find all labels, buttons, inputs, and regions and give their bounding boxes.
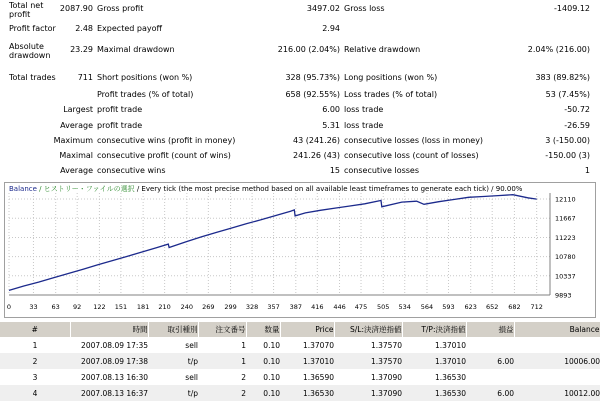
maximal-consec-loss-value: -150.00 (3): [545, 151, 590, 160]
max-consec-wins-value: 43 (241.26): [293, 136, 340, 145]
gross-profit-value: 3497.02: [306, 4, 340, 13]
trade-profit: [466, 369, 514, 385]
trade-sl: 1.37570: [370, 340, 402, 350]
maximum-label: Maximum: [53, 136, 93, 145]
x-tick-label: 682: [508, 303, 521, 311]
trade-order: 2: [198, 385, 246, 401]
total-net-profit-value: 2087.90: [59, 4, 93, 13]
trade-number: 4: [0, 385, 70, 401]
avg-consec-wins-value: 15: [329, 166, 340, 175]
average-loss-value: -26.59: [564, 121, 590, 130]
trades-header-row: [0, 322, 600, 337]
expected-payoff-label: Expected payoff: [97, 24, 162, 33]
y-tick-label: 11667: [555, 214, 576, 223]
trade-price: 1.37070: [302, 340, 334, 350]
y-tick-label: 10337: [555, 272, 576, 281]
average-profit-value: 5.31: [322, 121, 340, 130]
trade-type: t/p: [148, 385, 198, 401]
trade-tp: 1.36530: [434, 372, 466, 382]
maximal-label: Maximal: [59, 151, 93, 160]
total-trades-value: 711: [77, 73, 93, 82]
trade-type: t/p: [148, 353, 198, 369]
table-row[interactable]: [0, 385, 600, 401]
trade-volume: 0.10: [263, 340, 280, 350]
maximal-consec-loss-label: consecutive loss (count of losses): [344, 151, 479, 160]
total-net-profit-label: Total net profit: [9, 1, 44, 19]
profit-trades-value: 658 (92.55%): [285, 90, 340, 99]
trade-profit: 6.00: [466, 353, 514, 369]
x-tick-label: 387: [289, 303, 303, 311]
trade-balance: 10012.00: [514, 385, 600, 401]
expected-payoff-value: 2.94: [322, 24, 340, 33]
max-consec-wins-label: consecutive wins (profit in money): [97, 136, 236, 145]
trade-sl: 1.37090: [334, 385, 402, 401]
trade-balance: [514, 337, 600, 353]
trade-order: 2: [241, 372, 246, 382]
x-tick-label: 269: [202, 303, 215, 311]
trade-volume: 0.10: [263, 372, 280, 382]
relative-drawdown-value: 2.04% (216.00): [527, 45, 590, 54]
profit-factor-value: 2.48: [75, 24, 93, 33]
report-summary: [0, 0, 600, 183]
trade-profit: [466, 337, 514, 353]
header-type[interactable]: 取引種別: [148, 322, 198, 337]
maximal-drawdown-label: Maximal drawdown: [97, 45, 175, 54]
max-consec-losses-label: consecutive losses (loss in money): [344, 136, 484, 145]
x-tick-label: 652: [485, 303, 499, 311]
profit-factor-label: Profit factor: [9, 24, 56, 33]
x-tick-label: 416: [311, 303, 324, 311]
maximal-consec-profit-label: consecutive profit (count of wins): [97, 151, 231, 160]
x-tick-label: 593: [442, 303, 455, 311]
trade-order: 1: [241, 340, 246, 350]
x-tick-label: 299: [224, 303, 237, 311]
trade-tp: 1.37010: [434, 340, 466, 350]
trade-number: 1: [32, 340, 38, 350]
x-tick-label: 357: [267, 303, 280, 311]
x-tick-label: 564: [420, 303, 434, 311]
trade-tp: 1.37010: [402, 353, 466, 369]
y-tick-label: 9893: [555, 291, 572, 300]
trade-time: 2007.08.13 16:30: [81, 372, 148, 382]
x-tick-label: 33: [29, 303, 38, 311]
trade-profit: 6.00: [466, 385, 514, 401]
x-tick-label: 712: [530, 303, 543, 311]
x-tick-label: 328: [245, 303, 259, 311]
trade-price: 1.37010: [280, 353, 334, 369]
avg-consec-losses-value: 1: [584, 166, 590, 175]
trade-order: 1: [198, 353, 246, 369]
gross-profit-label: Gross profit: [97, 4, 144, 13]
table-row[interactable]: [0, 353, 600, 369]
trade-sl: 1.37570: [334, 353, 402, 369]
trade-balance: [514, 369, 600, 385]
table-row[interactable]: [0, 337, 600, 353]
y-tick-label: 11223: [555, 233, 576, 242]
average-label: Average: [60, 121, 93, 130]
long-positions-value: 383 (89.82%): [535, 73, 590, 82]
average2-label: Average: [60, 166, 93, 175]
balance-chart: [4, 182, 596, 318]
largest-profit-value: 6.00: [322, 105, 340, 114]
avg-consec-losses-label: consecutive losses: [344, 166, 420, 175]
gross-loss-label: Gross loss: [344, 4, 385, 13]
x-tick-label: 623: [464, 303, 477, 311]
header-order[interactable]: 注文番号: [198, 322, 246, 337]
header-volume[interactable]: 数量: [246, 322, 280, 337]
x-tick-label: 151: [114, 303, 128, 311]
y-tick-label: 10780: [555, 253, 576, 262]
trade-number: 2: [0, 353, 70, 369]
average-loss-label: loss trade: [344, 121, 384, 130]
trade-type: sell: [185, 372, 198, 382]
x-tick-label: 210: [158, 303, 171, 311]
gross-loss-value: -1409.12: [554, 4, 590, 13]
short-positions-value: 328 (95.73%): [285, 73, 340, 82]
trade-balance: 10006.00: [514, 353, 600, 369]
average-profit-label: profit trade: [97, 121, 143, 130]
trade-time: 2007.08.13 16:37: [70, 385, 148, 401]
x-tick-label: 63: [51, 303, 60, 311]
largest-loss-value: -50.72: [564, 105, 590, 114]
absolute-drawdown-label: Absolute drawdown: [9, 42, 51, 60]
trade-volume: 0.10: [246, 385, 280, 401]
x-tick-label: 181: [136, 303, 150, 311]
header-balance[interactable]: Balance: [514, 322, 600, 337]
relative-drawdown-label: Relative drawdown: [344, 45, 421, 54]
trades-table: [0, 322, 600, 401]
trade-time: 2007.08.09 17:38: [70, 353, 148, 369]
x-tick-label: 240: [180, 303, 194, 311]
avg-consec-wins-label: consecutive wins: [97, 166, 166, 175]
header-price[interactable]: Price: [280, 322, 334, 337]
trade-price: 1.36530: [280, 385, 334, 401]
trade-time: 2007.08.09 17:35: [81, 340, 148, 350]
header-sl[interactable]: S/L:決済逆指値: [334, 322, 402, 337]
trade-tp: 1.36530: [402, 385, 466, 401]
largest-loss-label: loss trade: [344, 105, 384, 114]
chart-balance-label: Balance: [9, 185, 37, 193]
x-tick-label: 475: [354, 303, 368, 311]
maximal-drawdown-value: 216.00 (2.04%): [277, 45, 340, 54]
loss-trades-label: Loss trades (% of total): [344, 90, 438, 99]
chart-history-label: / ヒストリー・ファイルの選択: [36, 185, 135, 193]
max-consec-losses-value: 3 (-150.00): [545, 136, 590, 145]
x-tick-label: 0: [6, 303, 12, 311]
x-tick-label: 122: [93, 303, 106, 311]
balance-chart-svg: [5, 183, 595, 317]
absolute-drawdown-value: 23.29: [70, 45, 93, 54]
trade-sl: 1.37090: [370, 372, 402, 382]
balance-series-line: [9, 195, 537, 291]
header-number[interactable]: #: [0, 322, 70, 337]
loss-trades-value: 53 (7.45%): [545, 90, 590, 99]
long-positions-label: Long positions (won %): [344, 73, 438, 82]
x-tick-label: 505: [377, 303, 390, 311]
header-profit[interactable]: 損益: [466, 322, 514, 337]
short-positions-label: Short positions (won %): [97, 73, 193, 82]
table-row[interactable]: [0, 369, 600, 385]
x-tick-label: 534: [398, 303, 411, 311]
profit-trades-label: Profit trades (% of total): [97, 90, 194, 99]
header-time[interactable]: 時間: [70, 322, 148, 337]
trade-volume: 0.10: [246, 353, 280, 369]
trade-number: 3: [32, 372, 38, 382]
trade-type: sell: [185, 340, 198, 350]
chart-info-label: / Every tick (the most precise method based on all available least timeframes to generate each tick) / 90.00%: [134, 185, 523, 193]
x-tick-label: 92: [73, 303, 82, 311]
total-trades-label: Total trades: [9, 73, 56, 82]
largest-label: Largest: [63, 105, 93, 114]
header-tp[interactable]: T/P:決済指値: [402, 322, 466, 337]
trade-price: 1.36590: [302, 372, 334, 382]
maximal-consec-profit-value: 241.26 (43): [293, 151, 340, 160]
x-tick-label: 446: [333, 303, 346, 311]
largest-profit-label: profit trade: [97, 105, 143, 114]
y-tick-label: 12110: [555, 195, 576, 204]
